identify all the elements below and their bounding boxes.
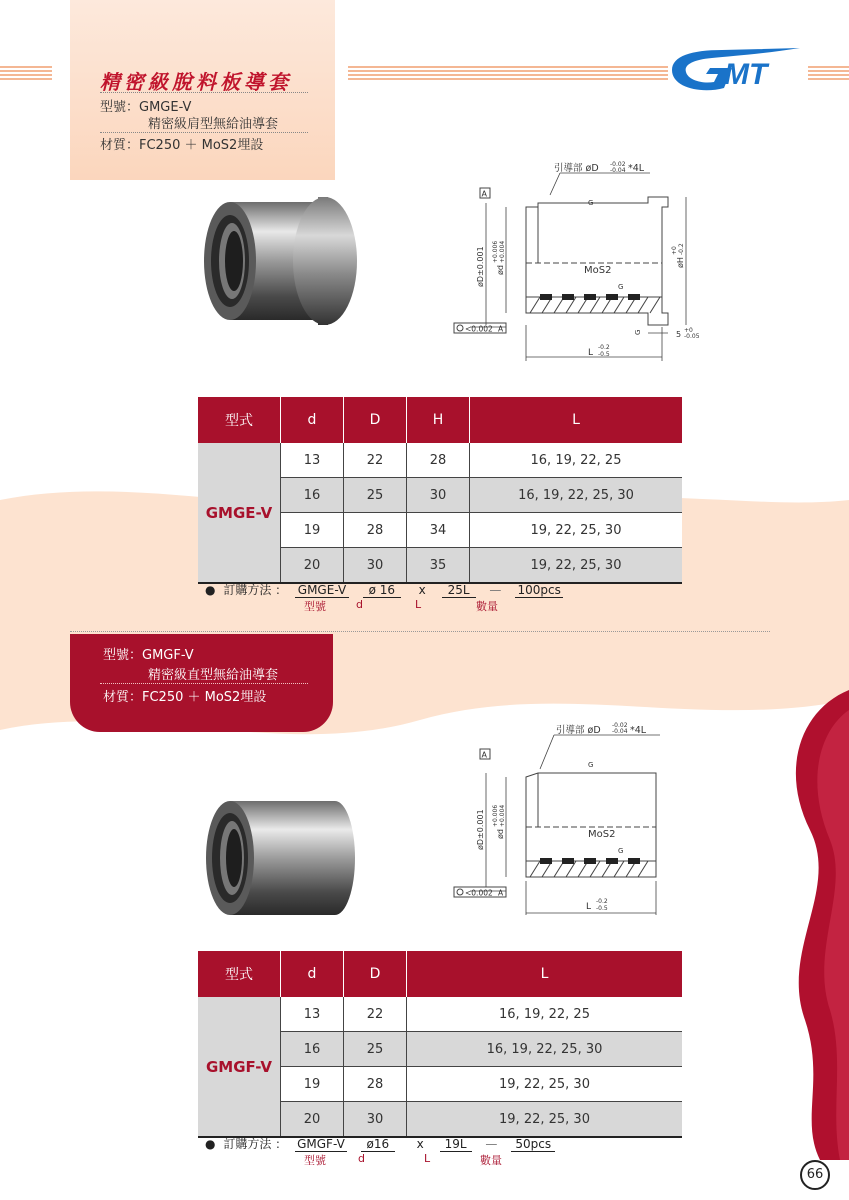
section2-divider [100,683,308,684]
bullet-icon: ● [205,583,216,597]
svg-text:<0.002: <0.002 [465,888,493,898]
order-sub-d: d [356,598,363,611]
svg-text:+0.006: +0.006 [492,804,499,827]
order-sub-L: L [424,1152,431,1165]
cell-D: 25 [344,1032,407,1067]
svg-text:-0.5: -0.5 [598,351,610,358]
svg-text:*4L: *4L [630,725,647,736]
order-model: GMGE-V [295,583,349,598]
svg-text:-0.2: -0.2 [678,243,685,255]
cell-H: 34 [407,513,470,548]
order-method-gmgf-v [205,1135,555,1152]
cell-H: 30 [407,478,470,513]
table-header-row [198,951,682,997]
svg-text:A: A [498,888,504,898]
svg-text:G: G [588,199,594,207]
svg-text:A: A [481,750,487,760]
cell-d: 16 [281,478,344,513]
section-divider [70,631,770,632]
svg-text:MoS2: MoS2 [584,265,612,276]
svg-text:G: G [618,283,624,291]
svg-text:øD±0.001: øD±0.001 [476,246,485,287]
header-D: D [344,951,407,997]
model-description: 精密級肩型無給油導套 [148,117,279,132]
cell-L: 19, 22, 25, 30 [470,513,683,548]
product-photo-gmge-v [200,190,365,330]
page-title: 精密級脫料板導套 [100,70,292,94]
order-sub-L: L [415,598,422,611]
svg-text:A: A [498,324,504,334]
header-L: L [407,951,683,997]
order-dash: — [489,583,502,597]
svg-text:A: A [481,189,487,199]
svg-text:-0.02: -0.02 [610,161,626,168]
cell-L: 19, 22, 25, 30 [407,1102,683,1138]
svg-text:-0.2: -0.2 [596,898,608,905]
svg-text:L: L [586,902,592,912]
header-rule-right [808,66,849,80]
cell-d: 13 [281,443,344,478]
svg-text:-0.04: -0.04 [610,167,626,174]
gmt-logo [662,44,802,96]
svg-text:<0.002: <0.002 [465,324,493,334]
header-type: 型式 [198,397,281,443]
svg-text:+0.004: +0.004 [499,240,506,263]
header-L: L [470,397,683,443]
model-label: 型號：GMGE-V [100,100,192,115]
svg-text:ød: ød [496,265,505,275]
header-d: d [281,951,344,997]
header-H: H [407,397,470,443]
table-header-row [198,397,682,443]
cell-D: 30 [344,548,407,584]
svg-text:ød: ød [496,829,505,839]
order-x: x [416,1137,424,1151]
cell-d: 19 [281,513,344,548]
svg-text:G: G [588,761,594,769]
svg-text:-0.05: -0.05 [684,333,700,340]
bullet-icon: ● [205,1137,216,1151]
svg-text:MT: MT [724,58,768,91]
svg-text:G: G [634,329,642,335]
svg-text:引導部 øD: 引導部 øD [556,725,601,736]
header-type: 型式 [198,951,281,997]
cell-d: 20 [281,1102,344,1138]
cell-L: 16, 19, 22, 25 [470,443,683,478]
table-row [198,443,682,478]
cell-D: 28 [344,1067,407,1102]
svg-text:+0: +0 [684,327,693,334]
order-sub-model: 型號 [304,600,326,613]
product-photo-gmgf-v [200,795,360,920]
svg-text:øH: øH [676,257,685,268]
order-dash: — [485,1137,498,1151]
order-sub-d: d [358,1152,365,1165]
svg-text:+0.004: +0.004 [499,804,506,827]
cell-L: 19, 22, 25, 30 [407,1067,683,1102]
model-cell: GMGE-V [198,443,281,583]
header-rule-mid [348,66,668,80]
technical-drawing-gmgf-v [450,715,690,915]
order-d: ø 16 [363,583,401,598]
technical-drawing-gmge-v [450,155,730,370]
svg-text:øD±0.001: øD±0.001 [476,809,485,850]
cell-D: 22 [344,997,407,1032]
cell-L: 16, 19, 22, 25 [407,997,683,1032]
cell-D: 25 [344,478,407,513]
section2-material-label: 材質：FC250 ＋ MoS2埋設 [103,690,267,705]
header-rule-left [0,66,52,80]
order-label: 訂購方法 ： [223,583,288,597]
order-sub-model: 型號 [304,1154,326,1167]
order-d: ø16 [361,1137,395,1152]
cell-d: 16 [281,1032,344,1067]
svg-text:-0.04: -0.04 [612,728,628,735]
spec-divider [100,132,308,133]
cell-d: 20 [281,548,344,584]
title-divider [100,92,308,93]
spec-table-gmgf-v [198,951,682,1138]
cell-L: 16, 19, 22, 25, 30 [470,478,683,513]
header-d: d [281,397,344,443]
order-x: x [418,583,426,597]
cell-D: 22 [344,443,407,478]
order-qty: 100pcs [515,583,563,598]
order-qty: 50pcs [511,1137,555,1152]
material-label: 材質：FC250 ＋ MoS2埋設 [100,138,264,153]
svg-text:-0.2: -0.2 [598,344,610,351]
svg-text:引導部 øD: 引導部 øD [554,163,599,174]
svg-text:+0.006: +0.006 [492,240,499,263]
order-label: 訂購方法 ： [223,1137,288,1151]
order-L: 25L [442,583,476,598]
section2-model-description: 精密級直型無給油導套 [148,668,279,683]
table-row [198,997,682,1032]
svg-text:L: L [588,348,594,358]
cell-H: 28 [407,443,470,478]
header-D: D [344,397,407,443]
order-model: GMGF-V [295,1137,347,1152]
cell-D: 30 [344,1102,407,1138]
svg-text:+0: +0 [671,246,678,255]
section2-model-label: 型號：GMGF-V [103,648,194,663]
order-L: 19L [440,1137,472,1152]
svg-text:5: 5 [676,330,682,339]
cell-H: 35 [407,548,470,584]
svg-text:MoS2: MoS2 [588,829,616,840]
order-sub-qty: 數量 [476,600,498,613]
svg-text:-0.02: -0.02 [612,722,628,729]
cell-L: 19, 22, 25, 30 [470,548,683,584]
order-sub-qty: 數量 [480,1154,502,1167]
model-cell: GMGF-V [198,997,281,1137]
svg-text:*4L: *4L [628,163,645,174]
cell-D: 28 [344,513,407,548]
order-method-gmge-v [205,581,563,598]
svg-text:-0.5: -0.5 [596,905,608,912]
spec-table-gmge-v [198,397,682,584]
red-ribbon-decoration [760,690,849,1160]
page-number: 66 [800,1160,830,1190]
cell-d: 19 [281,1067,344,1102]
svg-text:G: G [618,847,624,855]
cell-L: 16, 19, 22, 25, 30 [407,1032,683,1067]
cell-d: 13 [281,997,344,1032]
